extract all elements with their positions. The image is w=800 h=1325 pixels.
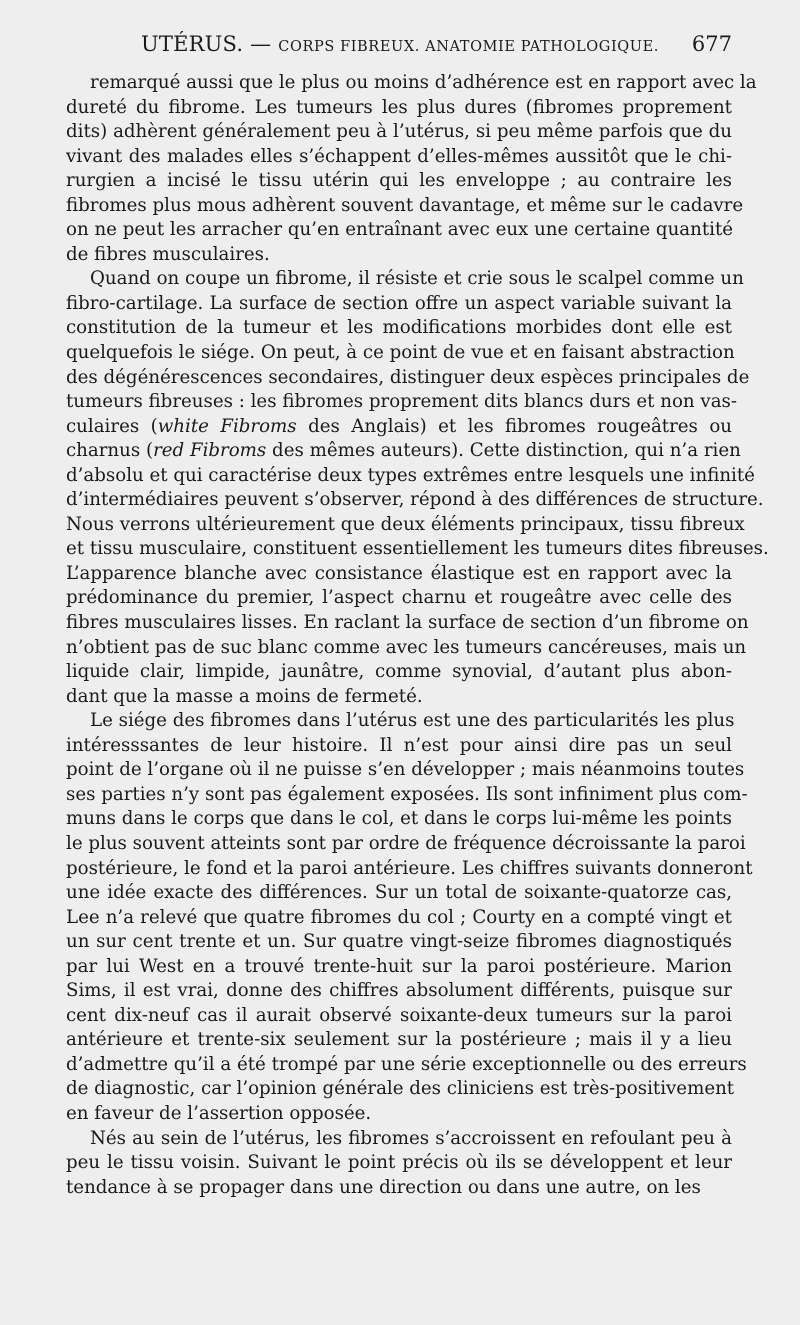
text-line: n’obtient pas de suc blanc comme avec les tumeurs cancéreuses, mais un (66, 636, 747, 658)
text-line: une idée exacte des différences. Sur un total de soixante-quatorze cas, (66, 882, 732, 904)
text-line: ses parties n’y sont pas également exposées. Ils sont infiniment plus com- (66, 783, 748, 805)
italic-term: white Fibroms (157, 415, 297, 437)
text-line: un sur cent trente et un. Sur quatre vingt-seize fibromes diagnostiqués (66, 931, 732, 953)
text-line: liquide clair, limpide, jaunâtre, comme synovial, d’autant plus abon- (66, 661, 732, 683)
text-line: dits) adhèrent généralement peu à l’utérus, si peu même parfois que du (66, 121, 732, 143)
text-line: Lee n’a relevé que quatre fibromes du col ; Courty en a compté vingt et (66, 906, 732, 928)
text-line: point de l’organe où il ne puisse s’en développer ; mais néanmoins toutes (66, 759, 745, 781)
text-line: vivant des malades elles s’échappent d’elles-mêmes aussitôt que le chi- (66, 145, 732, 167)
header-dash: — (250, 32, 272, 56)
text-line: L’apparence blanche avec consistance élastique est en rapport avec la (66, 562, 732, 584)
italic-term: red Fibroms (153, 440, 267, 462)
page-header (0, 30, 800, 64)
text-line: d’admettre qu’il a été trompé par une série exceptionnelle ou des erreurs (66, 1053, 747, 1075)
running-head (0, 32, 800, 56)
text-line: antérieure et trente-six seulement sur la postérieure ; mais il y a lieu (66, 1029, 732, 1051)
text-line: on ne peut les arracher qu’en entraînant avec eux une certaine quantité (66, 219, 734, 241)
text-segment: culaires ( (66, 415, 158, 437)
text-line (66, 439, 741, 464)
text-line: cent dix-neuf cas il aurait observé soixante-deux tumeurs sur la paroi (66, 1004, 732, 1026)
text-line: fibres musculaires lisses. En raclant la surface de section d’un fibrome on (66, 612, 749, 634)
text-line: le plus souvent atteints sont par ordre de fréquence décroissante la paroi (66, 832, 746, 854)
page-number: 677 (691, 32, 732, 56)
text-line: Nés au sein de l’utérus, les fibromes s’accroissent en refoulant peu à (90, 1127, 732, 1149)
text-line: dant que la masse a moins de fermeté. (66, 685, 423, 707)
text-line: de diagnostic, car l’opinion générale des cliniciens est très-positivement (66, 1078, 735, 1100)
text-line: d’absolu et qui caractérise deux types extrêmes entre lesquels une infinité (66, 464, 755, 486)
text-segment: des Anglais) et les fibromes rougeâtres ou (296, 415, 732, 437)
text-line: par lui West en a trouvé trente-huit sur la paroi postérieure. Marion (66, 955, 732, 977)
text-line: de fibres musculaires. (66, 243, 270, 265)
text-line: tendance à se propager dans une direction ou dans une autre, on les (66, 1176, 701, 1198)
text-line: constitution de la tumeur et les modifications morbides dont elle est (66, 317, 732, 339)
text-line: Quand on coupe un fibrome, il résiste et crie sous le scalpel comme un (90, 268, 744, 290)
text-line: dureté du fibrome. Les tumeurs les plus dures (fibromes proprement (66, 96, 732, 118)
text-segment: des mêmes auteurs). Cette distinction, qui n’a rien (266, 440, 741, 462)
text-line: tumeurs fibreuses : les fibromes proprement dits blancs durs et non vas- (66, 391, 738, 413)
text-line: fibromes plus mous adhèrent souvent davantage, et même sur le cadavre (66, 194, 744, 216)
text-segment: charnus ( (66, 440, 154, 462)
text-line: des dégénérescences secondaires, distinguer deux espèces principales de (66, 366, 750, 388)
text-line: Sims, il est vrai, donne des chiffres absolument différents, puisque sur (66, 980, 732, 1002)
header-title: UTÉRUS. (141, 32, 244, 56)
paragraph (66, 709, 753, 1126)
body-text (66, 71, 769, 1200)
text-line: Le siége des fibromes dans l’utérus est une des particularités les plus (90, 710, 735, 732)
text-line: prédominance du premier, l’aspect charnu et rougeâtre avec celle des (66, 587, 732, 609)
paragraph (66, 71, 757, 267)
text-line: muns dans le corps que dans le col, et dans le corps lui-même les points (66, 808, 733, 830)
text-line (66, 415, 732, 440)
text-line: remarqué aussi que le plus ou moins d’adhérence est en rapport avec la (90, 72, 757, 93)
text-line: fibro-cartilage. La surface de section offre un aspect variable suivant la (66, 292, 732, 314)
text-line: en faveur de l’assertion opposée. (66, 1102, 372, 1124)
paragraph (66, 1127, 732, 1201)
text-line: peu le tissu voisin. Suivant le point précis où ils se développent et leur (66, 1152, 732, 1174)
paragraph (66, 267, 769, 709)
text-line: intéresssantes de leur histoire. Il n’est pour ainsi dire pas un seul (66, 734, 732, 756)
text-line: et tissu musculaire, constituent essentiellement les tumeurs dites fibreuses. (66, 538, 769, 560)
header-subtitle: CORPS FIBREUX. ANATOMIE PATHOLOGIQUE. (278, 39, 659, 55)
text-line: postérieure, le fond et la paroi antérieure. Les chiffres suivants donneront (66, 857, 753, 879)
text-line: rurgien a incisé le tissu utérin qui les enveloppe ; au contraire les (66, 170, 732, 192)
text-line: quelquefois le siége. On peut, à ce point de vue et en faisant abstraction (66, 342, 735, 364)
text-line: Nous verrons ultérieurement que deux éléments principaux, tissu fibreux (66, 513, 745, 535)
text-line: d’intermédiaires peuvent s’observer, répond à des différences de structure. (66, 489, 764, 511)
